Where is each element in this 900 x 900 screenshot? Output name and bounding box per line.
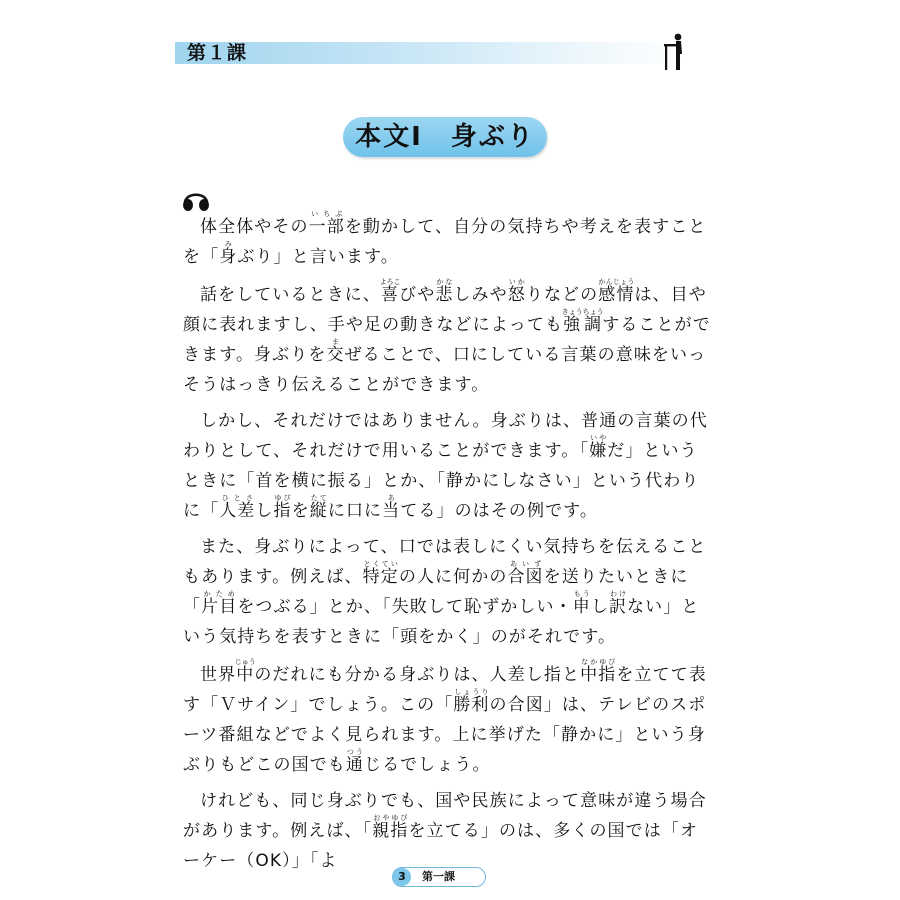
paragraph [183,278,713,400]
furigana-word [219,494,256,521]
ruby-base: 人差 [219,501,256,521]
furigana-word [598,278,635,305]
furigana-word [580,658,617,685]
ruby-base: 申 [572,597,591,617]
ruby-reading: たて [309,494,328,502]
furigana-word [589,434,608,461]
ruby-base: 感情 [598,285,635,305]
furigana-word [507,560,544,587]
body-text [183,210,713,882]
text-run: 体全体やその [200,217,309,237]
furigana-word [201,590,238,617]
text-run: ぶり」と言います。 [237,247,399,267]
ruby-base: 縦 [309,501,328,521]
text-run: また、身ぶりによって、口では表しにくい気持ちを伝えることもあります。例えば、 [183,537,707,587]
ruby-base: 身 [219,247,238,267]
furigana-word [345,748,365,775]
ruby-reading: いや [589,434,608,442]
ruby-reading: かな [435,278,454,286]
lesson-label: 第１課 [187,42,248,64]
furigana-word [507,278,526,305]
ruby-reading: つう [345,748,364,756]
furigana-word [219,240,238,267]
furigana-word [561,308,604,335]
ruby-reading: ひとさ [219,494,256,502]
text-run: の人に何かの [398,567,508,587]
ruby-reading: きょうちょう [561,308,604,316]
text-run: じるでしょう。 [364,755,491,775]
ruby-base: 嫌 [589,441,608,461]
text-run: ぜることで、口にしている言葉の意味をいっそうはっきり伝えることができます。 [183,345,707,395]
headphones-icon [182,186,210,212]
ruby-base: 一部 [308,217,345,237]
ruby-base: 通 [345,755,365,775]
ruby-reading: ゆび [273,494,292,502]
ruby-reading: よろこ [379,278,401,286]
ruby-reading: なかゆび [580,658,617,666]
text-run: を [291,501,310,521]
text-run: をつぶる」とか、「失敗して恥ずかしい・ [237,597,573,617]
page-footer [392,867,486,887]
ruby-reading: み [219,240,238,248]
text-run: しかし、それだけではありません。身ぶりは、普通の言葉の代わりとして、それだけで用いることができます。「 [183,411,708,461]
ruby-reading: かんじょう [598,278,635,286]
text-run: だ」というときに「首を横に振る」とか、「静かにしなさい」という代わりに「 [183,441,700,521]
ruby-base: 強調 [561,315,604,335]
text-run: りなどの [525,285,599,305]
ruby-reading: いか [507,278,526,286]
paragraph [183,406,713,526]
paragraph [183,532,713,652]
ruby-base: 親指 [372,821,409,841]
text-run: しみや [453,285,508,305]
ruby-base: 中 [234,665,256,685]
text-run: を立てて表す「Ｖサイン」でしょう。この「 [183,665,707,715]
furigana-word [273,494,292,521]
ruby-base: 指 [273,501,292,521]
ruby-base: 怒 [507,285,526,305]
text-run: 話をしているときに、 [200,285,381,305]
text-run: ない」という気持ちを表すときに「頭をかく」のがそれです。 [183,597,700,647]
text-run: けれども、同じ身ぶりでも、国や民族によって意味が違う場合があります。例えば、「 [183,791,707,841]
furigana-word [572,590,591,617]
ruby-reading: いちぶ [308,210,345,218]
ruby-reading: じゅう [234,658,256,666]
text-run: を送りたいときに「 [183,567,689,617]
text-run: を動かして、自分の気持ちや考えを表すことを「 [183,217,707,267]
paragraph [183,786,713,876]
text-run: に口に [327,501,383,521]
text-run: てる」のはその例です。 [400,501,599,521]
lesson-header [175,38,695,72]
ruby-reading: あいず [507,560,544,568]
text-run: の合図」は、テレビのスポーツ番組などでよく見られます。上に挙げた「静かに」という身ぶりもどこの国でも [183,695,707,775]
text-run: することができます。身ぶりを [183,315,711,365]
ruby-reading: もう [572,590,591,598]
header-band [175,42,687,64]
furigana-word [326,338,345,365]
furigana-word [379,278,401,305]
section-title: 本文Ⅰ 身ぶり [343,117,547,157]
footer-lesson-label: 第一課 [422,870,455,883]
ruby-reading: しょうり [453,688,490,696]
ruby-base: 特定 [362,567,399,587]
ruby-base: 喜 [379,285,401,305]
ruby-reading: おやゆび [372,814,409,822]
ruby-base: 勝利 [453,695,490,715]
furigana-word [453,688,490,715]
text-run: し [590,597,609,617]
text-run: のだれにも分かる身ぶりは、人差し指と [254,665,581,685]
furigana-word [372,814,409,841]
furigana-word [362,560,399,587]
furigana-word [435,278,454,305]
text-run: を立てる」のは、多くの国では「オーケー（OK）」「よ [183,821,699,871]
ruby-base: 訳 [608,597,628,617]
ruby-base: 片目 [201,597,238,617]
ruby-base: 中指 [580,665,617,685]
ruby-base: 合図 [507,567,544,587]
furigana-word [234,658,256,685]
ruby-reading: とくてい [362,560,399,568]
text-run: 世界 [200,665,237,685]
paragraph [183,658,713,780]
ruby-reading: わけ [608,590,628,598]
furigana-word [308,210,345,237]
page-number: 3 [393,868,411,886]
furigana-word [608,590,628,617]
text-run: びや [399,285,436,305]
ruby-reading: ま [326,338,345,346]
paragraph [183,210,713,272]
text-run: し [255,501,274,521]
ruby-base: 悲 [435,285,454,305]
person-at-desk-icon [661,32,687,72]
furigana-word [382,494,401,521]
ruby-base: 当 [382,501,401,521]
text-run: は、目や顔に表れますし、手や足の動きなどによっても [183,285,707,335]
ruby-reading: かため [201,590,238,598]
furigana-word [309,494,328,521]
ruby-base: 交 [326,345,345,365]
ruby-reading: あ [382,494,401,502]
